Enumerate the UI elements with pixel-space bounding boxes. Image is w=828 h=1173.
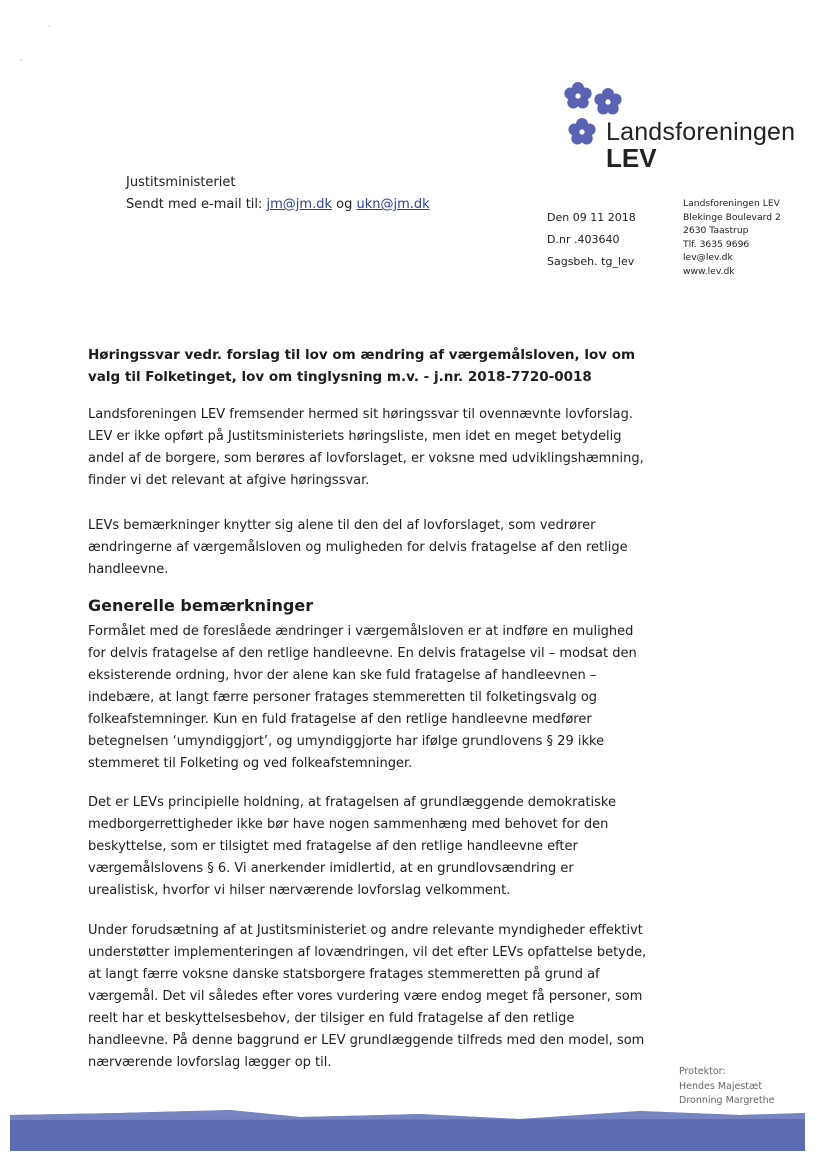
- protektor-label: Protektor:: [679, 1066, 726, 1077]
- address-web[interactable]: www.lev.dk: [683, 265, 735, 277]
- email-link-ukn[interactable]: ukn@jm.dk: [356, 197, 430, 212]
- address-email[interactable]: lev@lev.dk: [683, 252, 733, 264]
- paragraph-intro: Landsforeningen LEV fremsender hermed sit høringssvar til ovennævnte lovforslag. LEV er ikke opført på Justitsministeriets høringsliste, men idet en meget betydelig andel af de borgere, som berøres af lovforslaget, er voksne med udviklingshæmning, finder vi det relevant at afgive høringssvar.: [88, 407, 644, 488]
- logo-text-landsforeningen: Landsforeningen: [606, 118, 796, 146]
- recipient-name: Justitsministeriet: [126, 175, 236, 190]
- address-org: Landsforeningen LEV: [683, 198, 780, 209]
- email-link-jm[interactable]: jm@jm.dk: [266, 197, 332, 212]
- recipient-block: [126, 172, 430, 216]
- letter-subject: Høringssvar vedr. forslag til lov om ændring af værgemålsloven, lov om valg til Folketinget, lov om tinglysning m.v. - j.nr. 2018-7720-0018: [88, 347, 636, 385]
- protektor-line1: Hendes Majestæt: [679, 1080, 763, 1092]
- address-street: Blekinge Boulevard 2: [683, 211, 781, 223]
- footer-wave-band: [0, 1105, 828, 1169]
- scan-speck: ·: [20, 56, 23, 65]
- sender-address: [683, 197, 781, 279]
- sent-prefix: Sendt med e-mail til:: [126, 197, 267, 212]
- recipient-email-line: [126, 194, 430, 216]
- protektor-block: [679, 1065, 775, 1109]
- case-number: D.nr .403640: [547, 233, 620, 246]
- logo-text-lev: LEV: [606, 143, 657, 173]
- conjunction: og: [332, 197, 357, 212]
- protektor-line2: Dronning Margrethe: [679, 1095, 775, 1106]
- scan-speck: ·: [48, 22, 51, 31]
- paragraph-conclusion: Under forudsætning af at Justitsministeriet og andre relevante myndigheder effektivt understøtter implementeringen af lovændringen, vil det efter LEVs opfattelse betyde, at langt færre voksne danske statsborgere fratages stemmeretten på grund af værgemål. Det vil således efter vores vurdering være endog meget få personer, som reelt har et beskyttelsesbehov, der tilsiger en fuld fratagelse af den retlige handleevne. På denne baggrund er LEV grundlæggende tilfreds med den model, som nærværende lovforslag lægger op til.: [88, 923, 647, 1070]
- section-heading: Generelle bemærkninger: [88, 596, 314, 615]
- letter-date: Den 09 11 2018: [547, 211, 636, 224]
- paragraph-position: Det er LEVs principielle holdning, at fratagelsen af grundlæggende demokratiske medborgerrettigheder ikke bør have nogen sammenhæng med behovet for den beskyttelse, som er tilsigtet med fratagelse af den retlige handleevne efter værgemålslovens § 6. Vi anerkender imidlertid, at en grundlovsændring er urealistisk, hvorfor vi hilser nærværende lovforslag velkomment.: [88, 795, 616, 898]
- address-phone: Tlf. 3635 9696: [683, 238, 750, 250]
- case-handler: Sagsbeh. tg_lev: [547, 255, 635, 268]
- paragraph-scope: LEVs bemærkninger knytter sig alene til den del af lovforslaget, som vedrører ændringerne af værgemålsloven og muligheden for delvis fratagelse af den retlige handleevne.: [88, 518, 628, 577]
- paragraph-purpose: Formålet med de foreslåede ændringer i værgemålsloven er at indføre en mulighed for delvis fratagelse af den retlige handleevne. En delvis fratagelse vil – modsat den eksisterende ordning, hvor der alene kan ske fuld fratagelse af handleevnen – indebære, at langt færre personer fratages stemmeretten til folketingsvalg og folkeafstemninger. Kun en fuld fratagelse af den retlige handleevne medfører betegnelsen ‘umyndiggjort’, og umyndiggjorte har ifølge grundlovens § 29 ikke stemmeret til Folketing og ved folkeafstemninger.: [88, 624, 637, 771]
- letter-meta: [547, 207, 636, 273]
- address-city: 2630 Taastrup: [683, 225, 749, 237]
